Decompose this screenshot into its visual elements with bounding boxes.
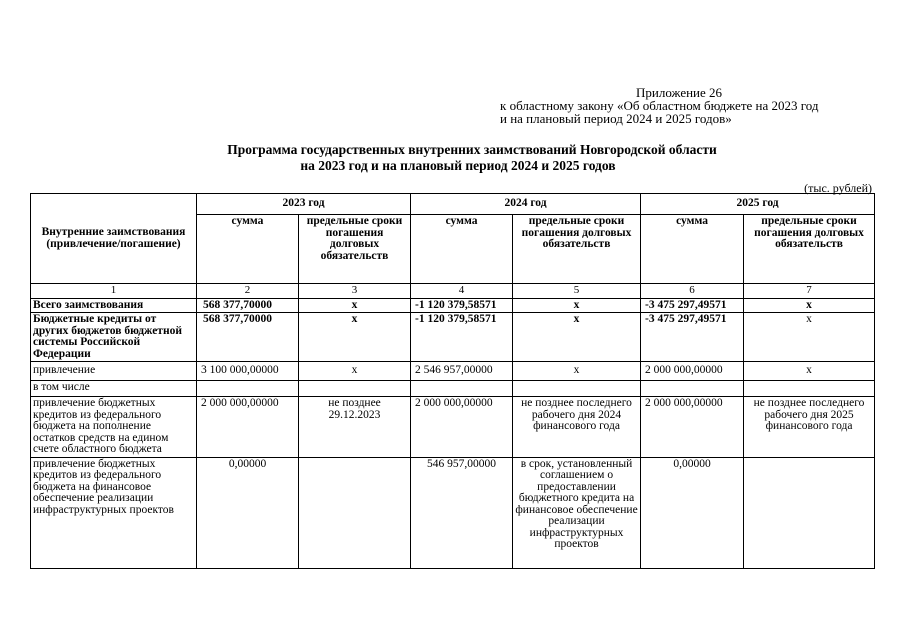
units-note: (тыс. рублей) <box>804 181 872 195</box>
terms-2025: x <box>744 362 875 381</box>
column-number: 7 <box>744 284 875 299</box>
column-number: 3 <box>299 284 411 299</box>
sum-2024: 2 546 957,00000 <box>411 362 513 381</box>
sum-2025: -3 475 297,49571 <box>641 313 744 362</box>
terms-2023: не позднее 29.12.2023 <box>299 397 411 458</box>
terms-2025: x <box>744 298 875 313</box>
header-sum-2025: сумма <box>641 215 744 284</box>
borrowing-program-table <box>30 193 875 569</box>
terms-2025: x <box>744 313 875 362</box>
header-terms-2024: предельные сроки погашения долговых обязательств <box>513 215 641 284</box>
header-sum-2023: сумма <box>197 215 299 284</box>
header-terms-2023: предельные сроки погашения долговых обязательств <box>299 215 411 284</box>
appendix-number: Приложение 26 <box>636 85 723 100</box>
terms-2024: не позднее последнего рабочего дня 2024 финансового года <box>513 397 641 458</box>
column-number: 4 <box>411 284 513 299</box>
title-line-1: Программа государственных внутренних заимствований Новгородской области <box>227 142 717 157</box>
terms-2024: x <box>513 313 641 362</box>
header-terms-2025: предельные сроки погашения долговых обязательств <box>744 215 875 284</box>
row-label: Всего заимствования <box>31 298 197 313</box>
sum-2025: 2 000 000,00000 <box>641 397 744 458</box>
sum-2025: 2 000 000,00000 <box>641 362 744 381</box>
column-number: 1 <box>31 284 197 299</box>
terms-2024: x <box>513 298 641 313</box>
column-number-row <box>31 284 875 299</box>
sum-2025: 0,00000 <box>641 457 744 568</box>
document-title <box>0 142 904 174</box>
sum-2023: 568 377,70000 <box>197 313 299 362</box>
column-number: 2 <box>197 284 299 299</box>
sum-2024: 546 957,00000 <box>411 457 513 568</box>
table-row-balance-replenishment <box>31 397 875 458</box>
table-row-including <box>31 381 875 397</box>
column-number: 5 <box>513 284 641 299</box>
table-row-budget-credits <box>31 313 875 362</box>
header-row-years <box>31 194 875 215</box>
terms-2023: x <box>299 313 411 362</box>
table-row-total <box>31 298 875 313</box>
sum-2023: 3 100 000,00000 <box>197 362 299 381</box>
row-label: в том числе <box>31 381 197 397</box>
header-year-2025: 2025 год <box>641 194 875 215</box>
terms-2025: не позднее последнего рабочего дня 2025 финансового года <box>744 397 875 458</box>
terms-2024: x <box>513 362 641 381</box>
header-borrowings: Внутренние заимствования (привлечение/погашение) <box>31 194 197 284</box>
terms-2023: x <box>299 298 411 313</box>
terms-2023 <box>299 457 411 568</box>
terms-2024: в срок, установленный соглашением о предоставлении бюджетного кредита на финансовое обеспечение реализации инфраструктурных проектов <box>513 457 641 568</box>
header-sum-2024: сумма <box>411 215 513 284</box>
table-row-infrastructure <box>31 457 875 568</box>
row-label: привлечение <box>31 362 197 381</box>
sum-2023: 0,00000 <box>197 457 299 568</box>
sum-2024: -1 120 379,58571 <box>411 313 513 362</box>
header-year-2023: 2023 год <box>197 194 411 215</box>
row-label: привлечение бюджетных кредитов из федерального бюджета на финансовое обеспечение реализации инфраструктурных проектов <box>31 457 197 568</box>
appendix-law-reference-cont: и на плановый период 2024 и 2025 годов» <box>500 111 732 126</box>
sum-2023: 568 377,70000 <box>197 298 299 313</box>
appendix-note <box>500 86 819 125</box>
row-label: Бюджетные кредиты от других бюджетов бюджетной системы Российской Федерации <box>31 313 197 362</box>
sum-2025: -3 475 297,49571 <box>641 298 744 313</box>
table-row-attraction <box>31 362 875 381</box>
sum-2023: 2 000 000,00000 <box>197 397 299 458</box>
column-number: 6 <box>641 284 744 299</box>
sum-2024: 2 000 000,00000 <box>411 397 513 458</box>
row-label: привлечение бюджетных кредитов из федерального бюджета на пополнение остатков средств на едином счете областного бюджета <box>31 397 197 458</box>
sum-2024: -1 120 379,58571 <box>411 298 513 313</box>
title-line-2: на 2023 год и на плановый период 2024 и 2025 годов <box>300 158 616 173</box>
terms-2023: x <box>299 362 411 381</box>
header-year-2024: 2024 год <box>411 194 641 215</box>
terms-2025 <box>744 457 875 568</box>
appendix-law-reference: к областному закону «Об областном бюджете на 2023 год <box>500 98 819 113</box>
